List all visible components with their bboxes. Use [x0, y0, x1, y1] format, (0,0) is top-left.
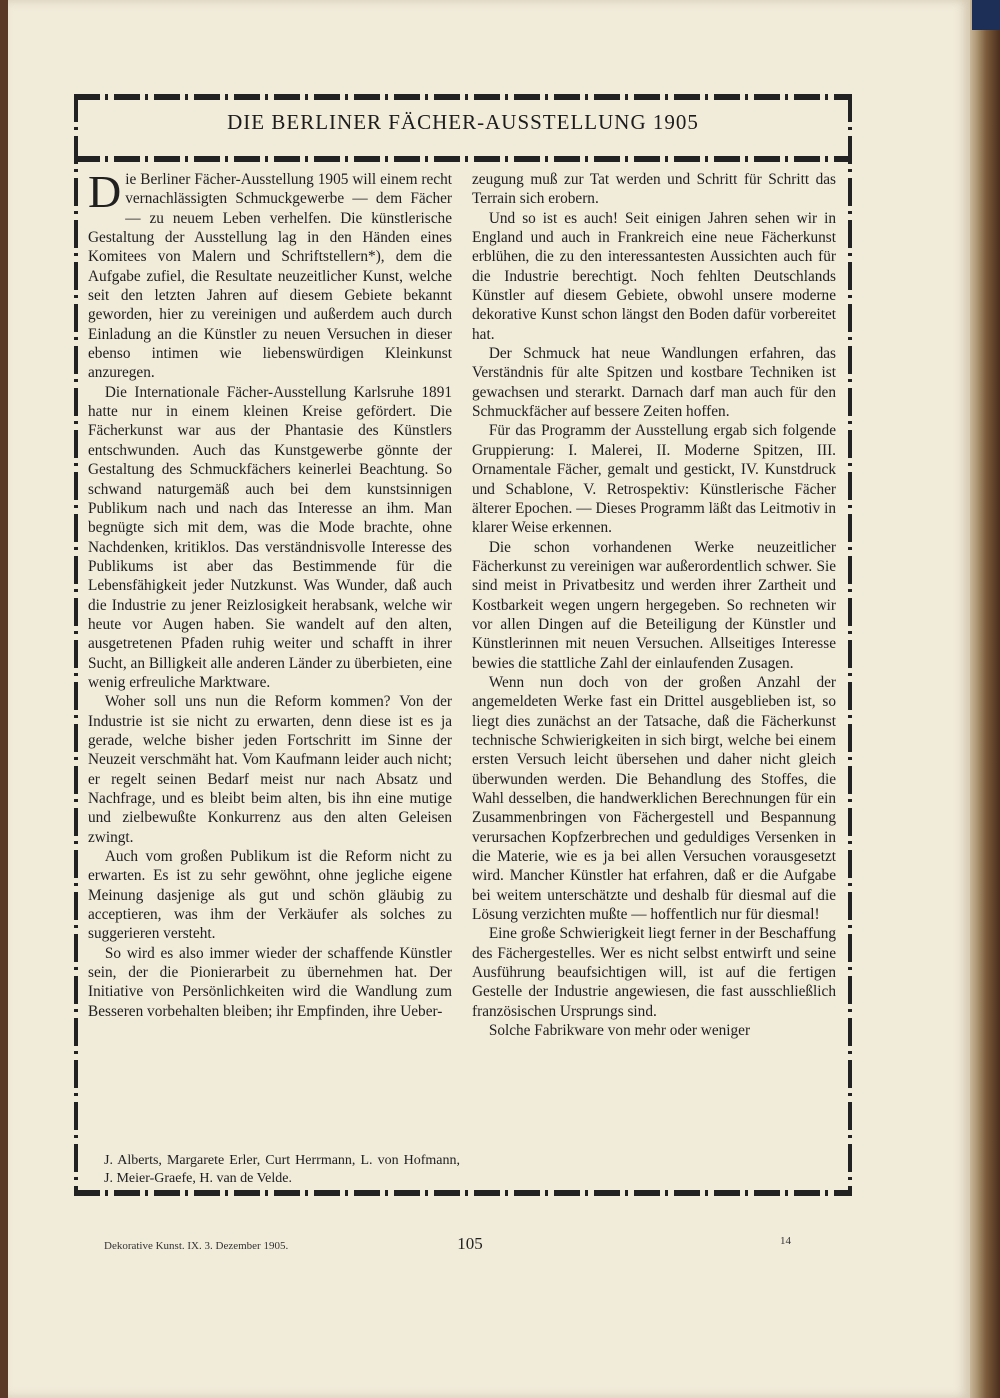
paragraph: Für das Programm der Ausstellung ergab sich folgende Gruppierung: I. Malerei, II. Moderne Spitzen, III. Ornamentale Fächer, gemalt und gestickt, IV. Kunstdruck und Schablone, V. Retrospektiv: Künstlerische Fächer älterer Epochen. — Dieses Programm läßt das Leitmotiv in klarer Weise erkennen.	[472, 422, 836, 537]
frame-rule-under-title	[74, 156, 852, 162]
footnote	[104, 1152, 460, 1188]
article-title: DIE BERLINER FÄCHER-AUSSTELLUNG 1905	[227, 110, 699, 134]
paragraph: So wird es also immer wieder der schaffende Künstler sein, der die Pionierarbeit zu übernehmen hat. Der Initiative von Persönlichkeiten wird die Wandlung zum Besseren vorbehalten bleiben; ihr Empfinden, ihre Ueber-	[88, 944, 452, 1020]
spine-label	[972, 0, 1000, 30]
book-spine	[970, 0, 1000, 1398]
page-number: 105	[457, 1234, 483, 1253]
text-column-left	[88, 166, 452, 1021]
paragraph: Solche Fabrikware von mehr oder weniger	[488, 1022, 751, 1040]
frame-rule-bottom	[74, 1190, 852, 1196]
paragraph	[88, 166, 452, 383]
paragraph: Die Internationale Fächer-Ausstellung Karlsruhe 1891 hatte nur in einem kleinen Kreise gefördert. Die Fächerkunst war aus der Phantasie des Künstlers entschwunden. Auch das Kunstgewerbe gönnte der Gestaltung des Schmuckfächers keinerlei Beachtung. So schwand naturgemäß auch bei dem kunstsinnigen Publikum nach und nach das Interesse an ihm. Man begnügte sich mit dem, was die Mode brachte, ohne Nachdenken, kritiklos. Das verständnisvolle Interesse des Publikums ist aber das Bestimmende für die Lebensfähigkeit jeder Nutzkunst. Was Wunder, daß auch die Industrie zu jener Reizlosigkeit herabsank, welche wir heute vor Augen haben. Sie wandelt auf den alten, ausgetretenen Pfaden ruhig weiter und schafft in ihrer Sucht, an Billigkeit alle anderen Länder zu überbieten, eine wenig erfreuliche Marktware.	[88, 383, 452, 691]
paragraph: Woher soll uns nun die Reform kommen? Von der Industrie ist sie nicht zu erwarten, denn diese ist es ja gerade, welche bisher jeden Fortschritt im Sinne der Neuzeit verschmäht hat. Vom Kaufmann leider auch nicht; er regelt seinen Bedarf meist nur nach Absatz und Nachfrage, und es bleibt beim alten, bis ihn eine mutige und zielbewußte Konkurrenz aus den alten Geleisen zwingt.	[88, 693, 452, 846]
signature-mark: 14	[780, 1235, 791, 1247]
paragraph: Wenn nun doch von der großen Anzahl der angemeldeten Werke fast ein Drittel ausgeblieben ist, so liegt dies zunächst an der Tatsache, daß die Fächerkunst technische Schwierigkeiten in sich birgt, welche bei einem ersten Versuch leicht übersehen und daher nicht gleich überwunden werden. Die Behandlung des Stoffes, die Wahl desselben, die handwerklichen Berechnungen für ein Zusammenbringen von Fächergestell und Bespannung verursachen Kopfzerbrechen und geduldiges Versenken in die Materie, wie es ja bei allen Versuchen vorausgesetzt wird. Mancher Künstler hat erfahren, daß er die Aufgabe bei weitem unterschätzte und deshalb für diesmal auf die Lösung verzichten mußte — hoffentlich nur für diesmal!	[472, 673, 836, 924]
paragraph-text: ie Berliner Fächer-Ausstellung 1905 will einem recht vernachlässigten Schmuckgewerbe — dem Fächer — zu neuem Leben verhelfen. Die künstlerische Gestaltung der Ausstellung lag in den Händen eines Komitees von Malern und Schriftstellern*), dem die Aufgabe zufiel, die Resultate neuzeitlicher Kunst, welche seit den letzten Jahren auf diesem Gebiete bekannt geworden, hier zu vereinigen und außerdem auch durch Einladung an die Künstler zu neuen Versuchen in dieser ebenso intimen wie liebenswürdigen Kleinkunst anzuregen.	[88, 171, 452, 382]
paragraph: Auch vom großen Publikum ist die Reform nicht zu erwarten. Es ist zu sehr gewöhnt, ohne jegliche eigene Meinung dasjenige als gut und schön gläubig zu acceptieren, was ihm der Verkäufer als solches zu suggerieren versteht.	[88, 848, 452, 943]
paragraph: Die schon vorhandenen Werke neuzeitlicher Fächerkunst zu vereinigen war außerordentlich schwer. Sie sind meist in Privatbesitz und werden ihrer Zartheit und Kostbarkeit wegen ungern hergegeben. So rechneten wir vor allen Dingen auf die Beteiligung der Künstler und Künstlerinnen mit neuen Versuchen. Allseitiges Interesse bewies die stattliche Zahl der einlaufenden Zusagen.	[472, 538, 836, 672]
footnote-text: J. Alberts, Margarete Erler, Curt Herrmann, L. von Hofmann, J. Meier-Graefe, H. van de Velde.	[104, 1153, 460, 1186]
frame-rule-right	[848, 94, 852, 1196]
drop-cap: D	[88, 166, 122, 217]
paragraph: Und so ist es auch! Seit einigen Jahren sehen wir in England und auch in Frankreich eine neue Fächerkunst erblühen, die zu den interessantesten Aussichten auch für die Industrie berechtigt. Noch fehlten Deutschlands Künstler auf diesem Gebiete, obwohl unsere moderne dekorative Kunst schon längst den Boden dafür vorbereitet hat.	[472, 209, 836, 343]
paragraph: zeugung muß zur Tat werden und Schritt für Schritt das Terrain sich erobern.	[472, 171, 836, 208]
frame-rule-left	[74, 94, 78, 1196]
frame-rule-top	[74, 94, 852, 100]
journal-line: Dekorative Kunst. IX. 3. Dezember 1905.	[104, 1240, 289, 1252]
paragraph: Der Schmuck hat neue Wandlungen erfahren, das Verständnis für alte Spitzen und kostbare Techniken ist gewachsen und sterarkt. Darnach darf man auch für den Schmuckfächer auf bessere Zeiten hoffen.	[472, 345, 836, 421]
paragraph: Eine große Schwierigkeit liegt ferner in der Beschaffung des Fächergestelles. Wer es nicht selbst entwirft und seine Ausführung beaufsichtigen will, ist auf die fertigen Gestelle der Industrie angewiesen, die fast ausschließlich französischen Ursprungs sind.	[472, 925, 836, 1020]
text-column-right	[472, 170, 836, 1040]
